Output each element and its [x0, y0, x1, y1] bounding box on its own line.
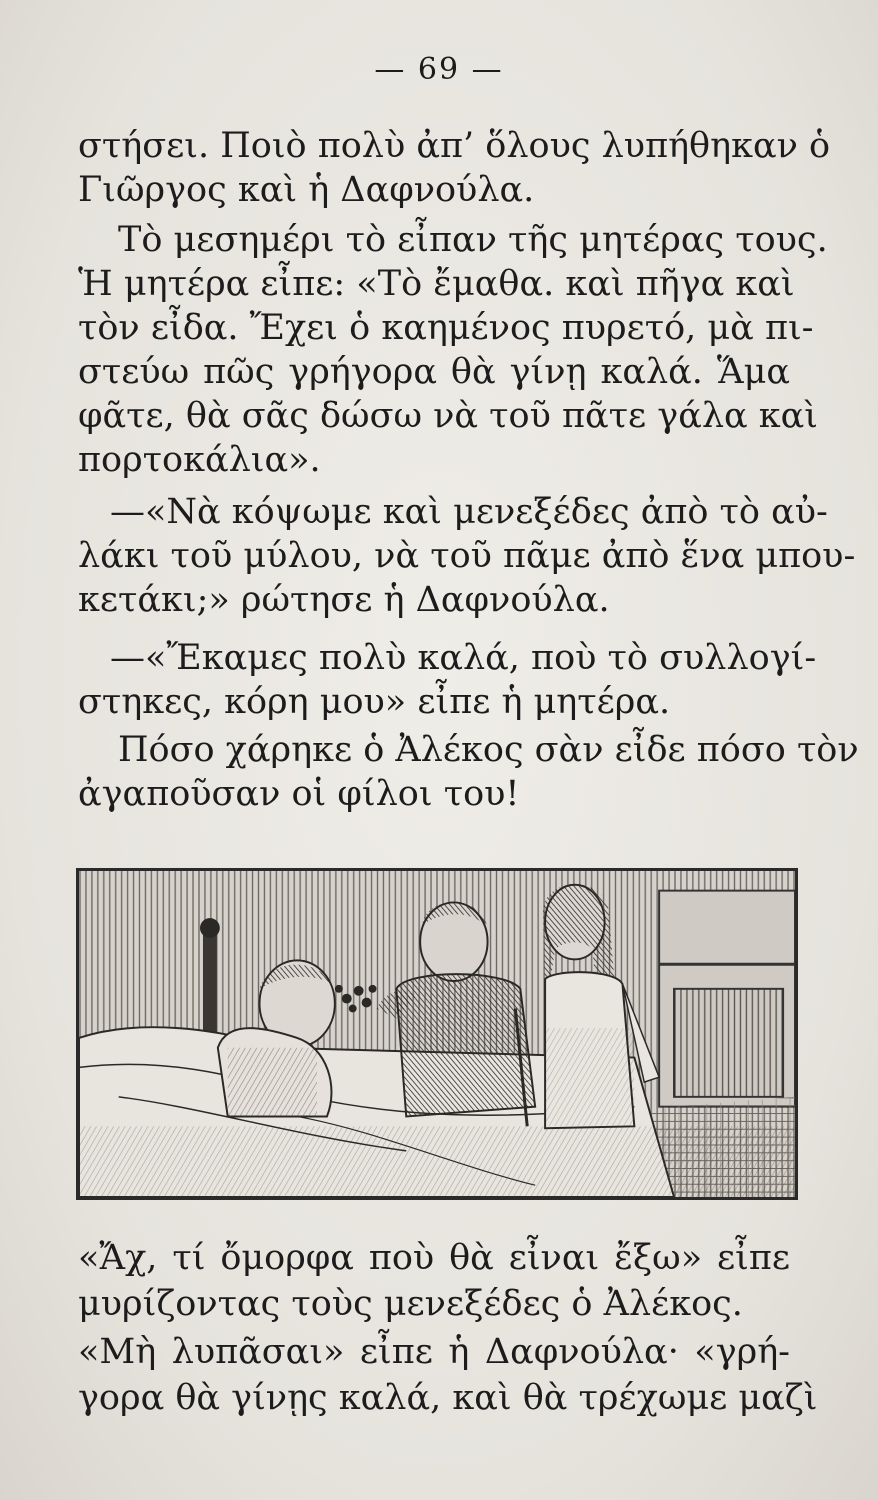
text-line: γορα θὰ γίνῃς καλά, καὶ θὰ τρέχωμε μαζὶ [78, 1378, 818, 1418]
text-line: Γιῶργος καὶ ἡ Δαφνούλα. [78, 170, 535, 210]
text-line: στεύω πῶς γρήγορα θὰ γίνῃ καλά. Ἅμα [78, 352, 790, 392]
text-line: ἀγαποῦσαν οἱ φίλοι του! [78, 774, 520, 814]
text-line: φᾶτε, θὰ σᾶς δώσω νὰ τοῦ πᾶτε γάλα καὶ [78, 396, 819, 436]
text-line: λάκι τοῦ μύλου, νὰ τοῦ πᾶμε ἀπὸ ἕνα μπου- [78, 536, 856, 576]
text-line: τὸν εἶδα. Ἔχει ὁ καημένος πυρετό, μὰ πι- [78, 308, 814, 348]
text-line: —«Νὰ κόψωμε καὶ μενεξέδες ἀπὸ τὸ αὐ- [110, 492, 828, 532]
page-number: — 69 — [374, 52, 504, 87]
text-line: Τὸ μεσημέρι τὸ εἶπαν τῆς μητέρας τους. [118, 220, 828, 260]
text-line: Ἡ μητέρα εἶπε: «Τὸ ἔμαθα. καὶ πῆγα καὶ [78, 264, 795, 304]
text-line: Πόσο χάρηκε ὁ Ἀλέκος σὰν εἶδε πόσο τὸν [118, 730, 859, 770]
text-line: μυρίζοντας τοὺς μενεξέδες ὁ Ἀλέκος. [78, 1284, 743, 1324]
text-line: στηκες, κόρη μου» εἶπε ἡ μητέρα. [78, 682, 671, 722]
text-line: «Μὴ λυπᾶσαι» εἶπε ἡ Δαφνούλα· «γρή- [78, 1332, 790, 1372]
text-line: κετάκι;» ρώτησε ἡ Δαφνούλα. [78, 580, 610, 620]
text-line: —«Ἔκαμες πολὺ καλά, ποὺ τὸ συλλογί- [110, 638, 817, 678]
text-line: στήσει. Ποιὸ πολὺ ἀπ’ ὅλους λυπήθηκαν ὁ [78, 126, 831, 166]
engraving-illustration [76, 868, 798, 1200]
text-line: πορτοκάλια». [78, 440, 321, 480]
text-line: «Ἄχ, τί ὄμορφα ποὺ θὰ εἶναι ἔξω» εἶπε [78, 1238, 790, 1278]
bedside-scene-illustration [79, 871, 795, 1197]
